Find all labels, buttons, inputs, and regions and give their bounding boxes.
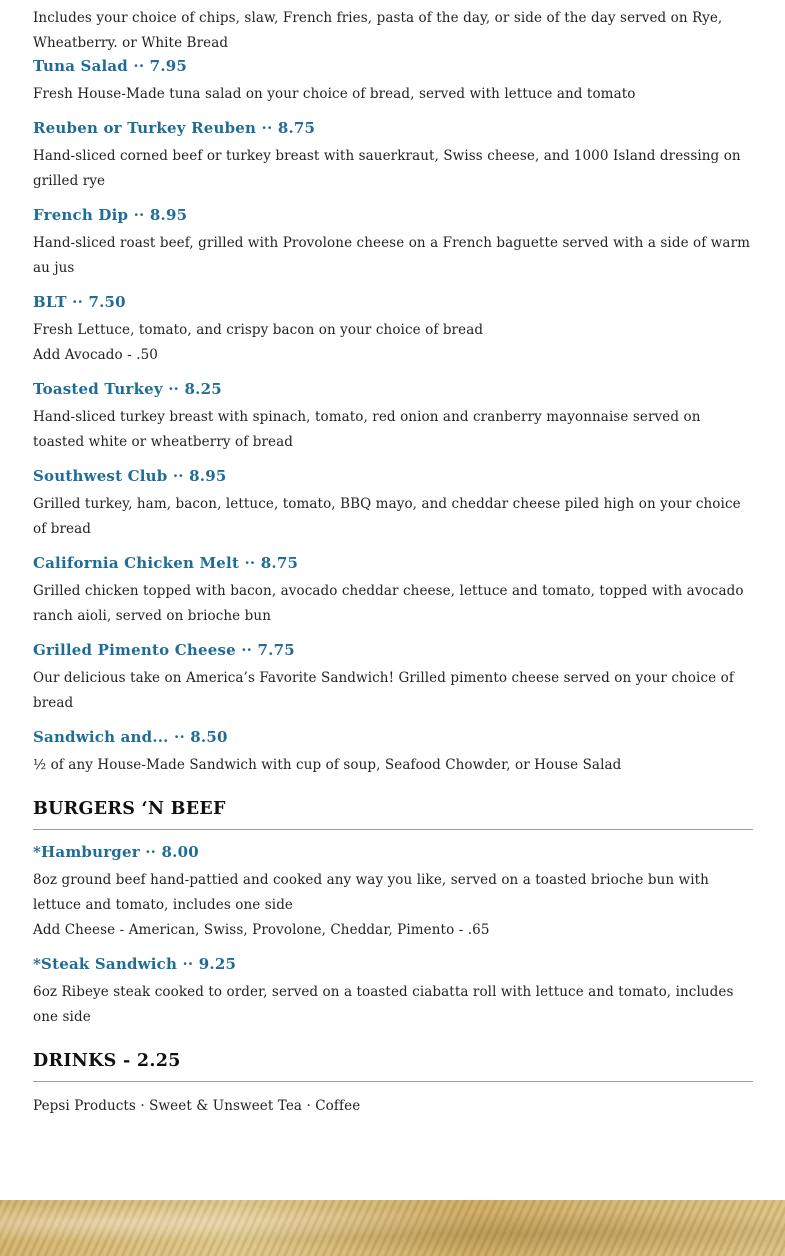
menu-item	[33, 56, 753, 107]
menu-item-description: Hand-sliced corned beef or turkey breast with sauerkraut, Swiss cheese, and 1000 Island dressing on grilled rye	[33, 148, 741, 189]
menu-item	[33, 842, 753, 943]
menu-item-title: Tuna Salad ·· 7.95	[33, 57, 188, 75]
parchment-footer-band	[0, 1200, 785, 1256]
menu-item	[33, 954, 753, 1030]
menu-item-description: Hand-sliced turkey breast with spinach, tomato, red onion and cranberry mayonnaise served on toasted white or wheatberry of bread	[33, 409, 701, 450]
menu-item-addon: Add Cheese - American, Swiss, Provolone, Cheddar, Pimento - .65	[33, 922, 490, 938]
menu-item	[33, 727, 753, 778]
menu-item	[33, 292, 753, 368]
drinks-list: Pepsi Products · Sweet & Unsweet Tea · Coffee	[33, 1098, 361, 1114]
menu-item-description: Grilled chicken topped with bacon, avocado cheddar cheese, lettuce and tomato, topped with avocado ranch aioli, served on brioche bun	[33, 583, 744, 624]
burgers-section-heading: BURGERS ‘N BEEF	[33, 798, 753, 830]
sandwich-list	[33, 56, 753, 778]
menu-item-addon: Add Avocado - .50	[33, 347, 158, 363]
menu-item	[33, 118, 753, 194]
menu-item-description: Hand-sliced roast beef, grilled with Provolone cheese on a French baguette served with a side of warm au jus	[33, 235, 751, 276]
menu-item-description: ½ of any House-Made Sandwich with cup of soup, Seafood Chowder, or House Salad	[33, 757, 622, 773]
menu-item-description: Grilled turkey, ham, bacon, lettuce, tomato, BBQ mayo, and cheddar cheese piled high on your choice of bread	[33, 496, 741, 537]
sandwich-sides-intro: Includes your choice of chips, slaw, French fries, pasta of the day, or side of the day served on Rye, Wheatberry. or White Bread	[33, 10, 723, 51]
menu-item	[33, 553, 753, 629]
menu-item-title: Grilled Pimento Cheese ·· 7.75	[33, 641, 295, 659]
burger-list	[33, 842, 753, 1030]
menu-item-description: 6oz Ribeye steak cooked to order, served on a toasted ciabatta roll with lettuce and tomato, includes one side	[33, 984, 734, 1025]
menu-page	[33, 6, 753, 1119]
drinks-section-heading: DRINKS - 2.25	[33, 1050, 753, 1082]
menu-item-description: Fresh House-Made tuna salad on your choice of bread, served with lettuce and tomato	[33, 86, 636, 102]
menu-item	[33, 466, 753, 542]
menu-item-description: 8oz ground beef hand-pattied and cooked any way you like, served on a toasted brioche bun with lettuce and tomato, includes one side	[33, 872, 709, 913]
menu-item-title: Toasted Turkey ·· 8.25	[33, 380, 222, 398]
menu-item-description: Fresh Lettuce, tomato, and crispy bacon on your choice of bread	[33, 322, 484, 338]
menu-item-title: *Hamburger ·· 8.00	[33, 843, 199, 861]
menu-item-title: Reuben or Turkey Reuben ·· 8.75	[33, 119, 316, 137]
menu-item	[33, 379, 753, 455]
menu-item-title: French Dip ·· 8.95	[33, 206, 188, 224]
menu-item-title: California Chicken Melt ·· 8.75	[33, 554, 299, 572]
menu-item-title: Sandwich and... ·· 8.50	[33, 728, 228, 746]
menu-item-description: Our delicious take on America’s Favorite Sandwich! Grilled pimento cheese served on your choice of bread	[33, 670, 734, 711]
menu-item-title: Southwest Club ·· 8.95	[33, 467, 227, 485]
menu-item	[33, 640, 753, 716]
menu-item	[33, 205, 753, 281]
menu-item-title: *Steak Sandwich ·· 9.25	[33, 955, 237, 973]
menu-item-title: BLT ·· 7.50	[33, 293, 126, 311]
